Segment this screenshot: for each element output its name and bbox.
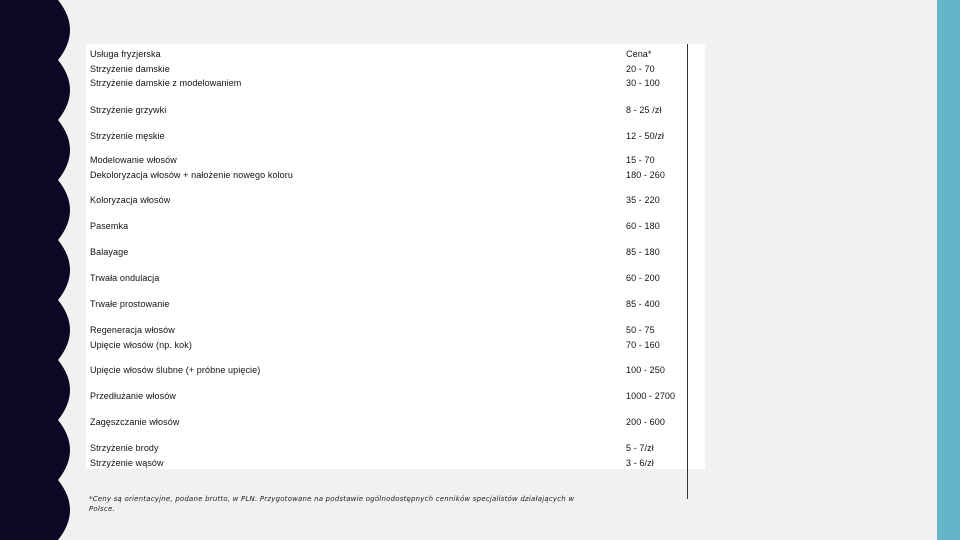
right-accent-band <box>937 0 960 540</box>
service-name: Modelowanie włosów <box>90 155 177 165</box>
price-value: 100 - 250 <box>626 365 665 375</box>
service-name: Trwałe prostowanie <box>90 299 170 309</box>
service-name: Przedłużanie włosów <box>90 391 176 401</box>
left-decorative-band <box>0 0 80 540</box>
service-name: Strzyżenie grzywki <box>90 105 167 115</box>
service-name: Strzyżenie damskie z modelowaniem <box>90 78 242 89</box>
price-value: 70 - 160 <box>626 339 660 350</box>
service-name: Strzyżenie damskie <box>90 63 170 74</box>
price-value: 30 - 100 <box>626 78 660 89</box>
price-value: 3 - 6/zł <box>626 457 654 468</box>
pricing-sheet <box>86 44 705 469</box>
service-name: Trwała ondulacja <box>90 273 160 283</box>
price-value: 15 - 70 <box>626 155 655 165</box>
service-name: Zagęszczanie włosów <box>90 417 180 427</box>
service-name: Upięcie włosów ślubne (+ próbne upięcie) <box>90 365 261 375</box>
service-name: Upięcie włosów (np. kok) <box>90 339 192 350</box>
price-value: 8 - 25 /zł <box>626 105 662 115</box>
price-value: 20 - 70 <box>626 63 655 74</box>
price-value: 85 - 180 <box>626 247 660 257</box>
price-value: 60 - 180 <box>626 221 660 231</box>
service-name: Pasemka <box>90 221 129 231</box>
price-value: 85 - 400 <box>626 299 660 309</box>
table-right-rule <box>687 44 688 499</box>
service-name: Strzyżenie brody <box>90 443 159 453</box>
service-column-header: Usługa fryzjerska <box>90 49 161 59</box>
price-value: 35 - 220 <box>626 195 660 205</box>
price-value: 180 - 260 <box>626 169 665 180</box>
service-name: Koloryzacja włosów <box>90 195 171 205</box>
price-value: 1000 - 2700 <box>626 391 676 401</box>
service-name: Regeneracja włosów <box>90 325 175 335</box>
service-name: Balayage <box>90 247 129 257</box>
service-name: Strzyżenie męskie <box>90 131 165 141</box>
service-name: Strzyżenie wąsów <box>90 457 164 468</box>
price-value: 60 - 200 <box>626 273 660 283</box>
price-column-header: Cena* <box>626 49 652 59</box>
price-value: 50 - 75 <box>626 325 655 335</box>
service-name: Dekoloryzacja włosów + nałożenie nowego koloru <box>90 169 293 180</box>
price-value: 200 - 600 <box>626 417 665 427</box>
price-value: 5 - 7/zł <box>626 443 654 453</box>
price-value: 12 - 50/zł <box>626 131 665 141</box>
price-footnote: *Ceny są orientacyjne, podane brutto, w PLN. Przygotowane na podstawie ogólnodostępnych cenników specjalistów działających w Polsce. <box>89 495 575 513</box>
